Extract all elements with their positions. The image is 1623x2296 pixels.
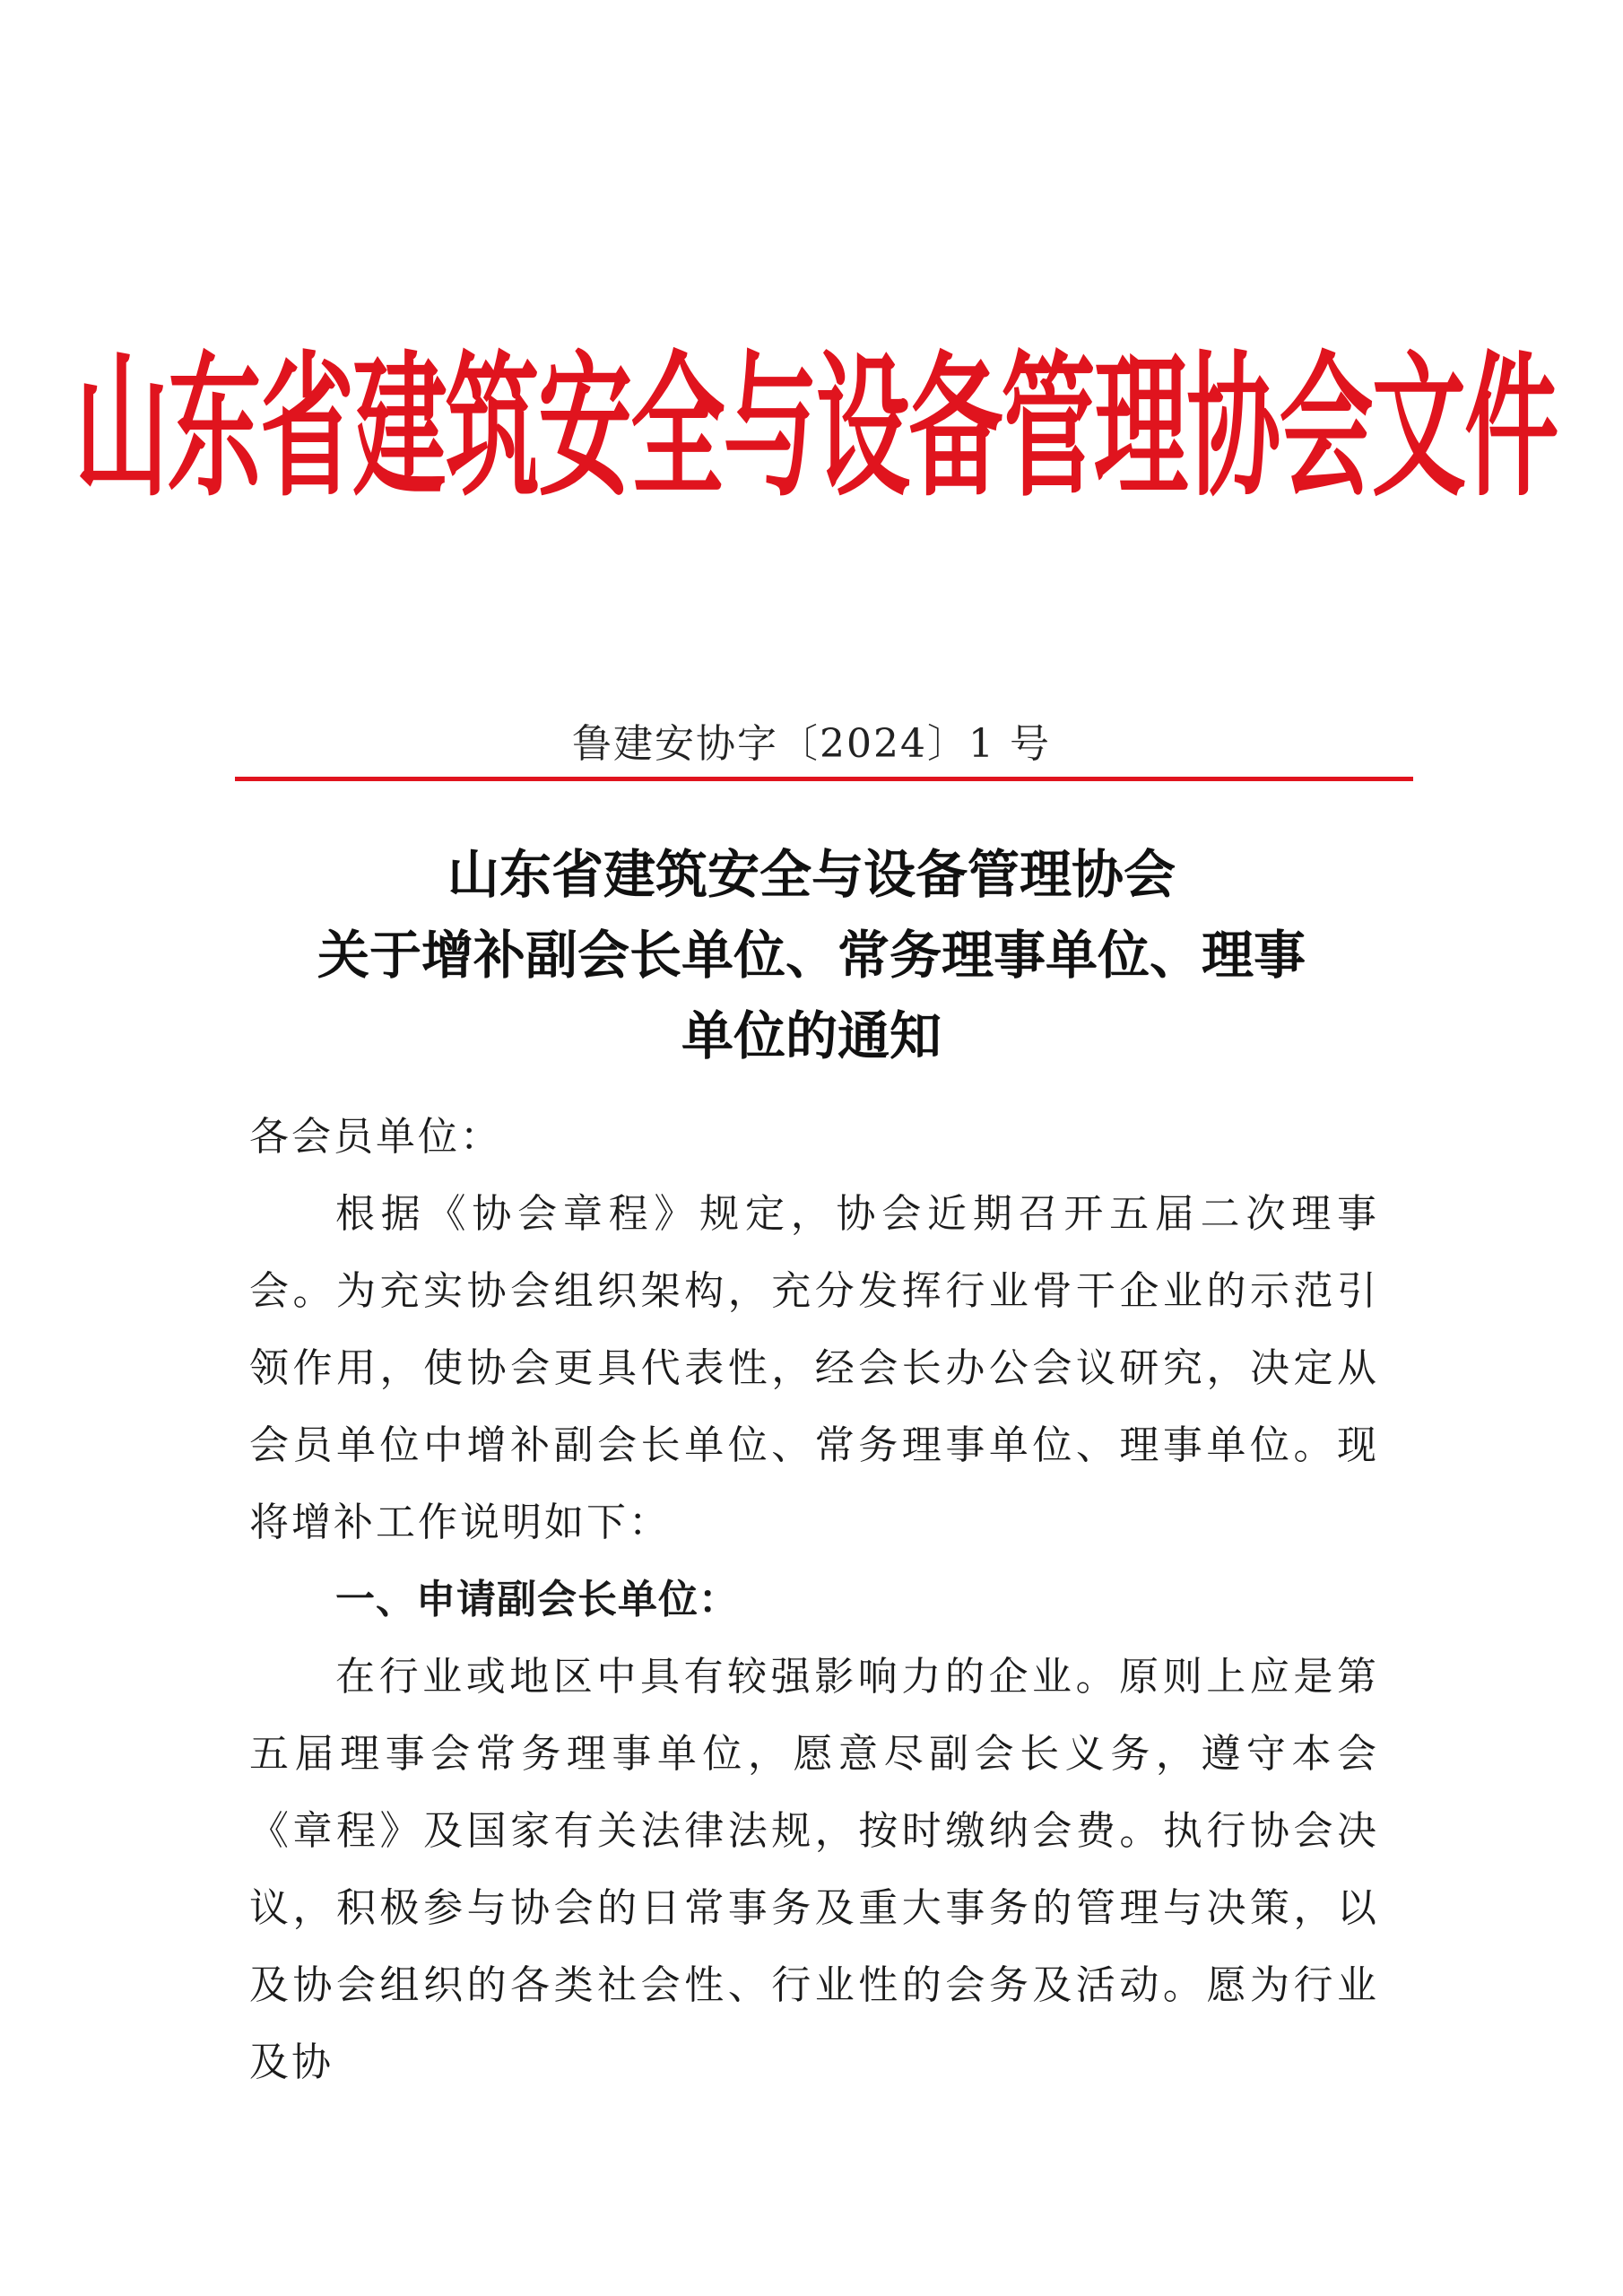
document-number: 鲁建安协字〔2024〕1 号 <box>572 721 1051 767</box>
red-divider-line <box>235 777 1413 781</box>
document-body <box>249 1099 1379 2101</box>
intro-paragraph: 根据《协会章程》规定，协会近期召开五届二次理事会。为充实协会组织架构，充分发挥行业骨干企业的示范引领作用，使协会更具代表性，经会长办公会议研究，决定从会员单位中增补副会长单位、常务理事单位、理事单位。现将增补工作说明如下： <box>249 1191 1379 1545</box>
masthead-title: 山东省建筑安全与设备管理协会文件 <box>74 337 1558 518</box>
section-1-paragraph: 在行业或地区中具有较强影响力的企业。原则上应是第五届理事会常务理事单位，愿意尽副会长义务，遵守本会《章程》及国家有关法律法规，按时缴纳会费。执行协会决议，积极参与协会的日常事务及重大事务的管理与决策，以及协会组织的各类社会性、行业性的会务及活动。愿为行业及协 <box>249 1654 1379 2085</box>
title-line-3: 单位的通知 <box>681 1005 942 1066</box>
title-line-2: 关于增补副会长单位、常务理事单位、理事 <box>317 925 1306 986</box>
notice-title <box>179 834 1444 1076</box>
section-1-heading: 一、申请副会长单位： <box>335 1577 739 1622</box>
title-line-1: 山东省建筑安全与设备管理协会 <box>447 844 1176 905</box>
document-masthead <box>74 337 1558 518</box>
salutation: 各会员单位： <box>249 1114 502 1160</box>
